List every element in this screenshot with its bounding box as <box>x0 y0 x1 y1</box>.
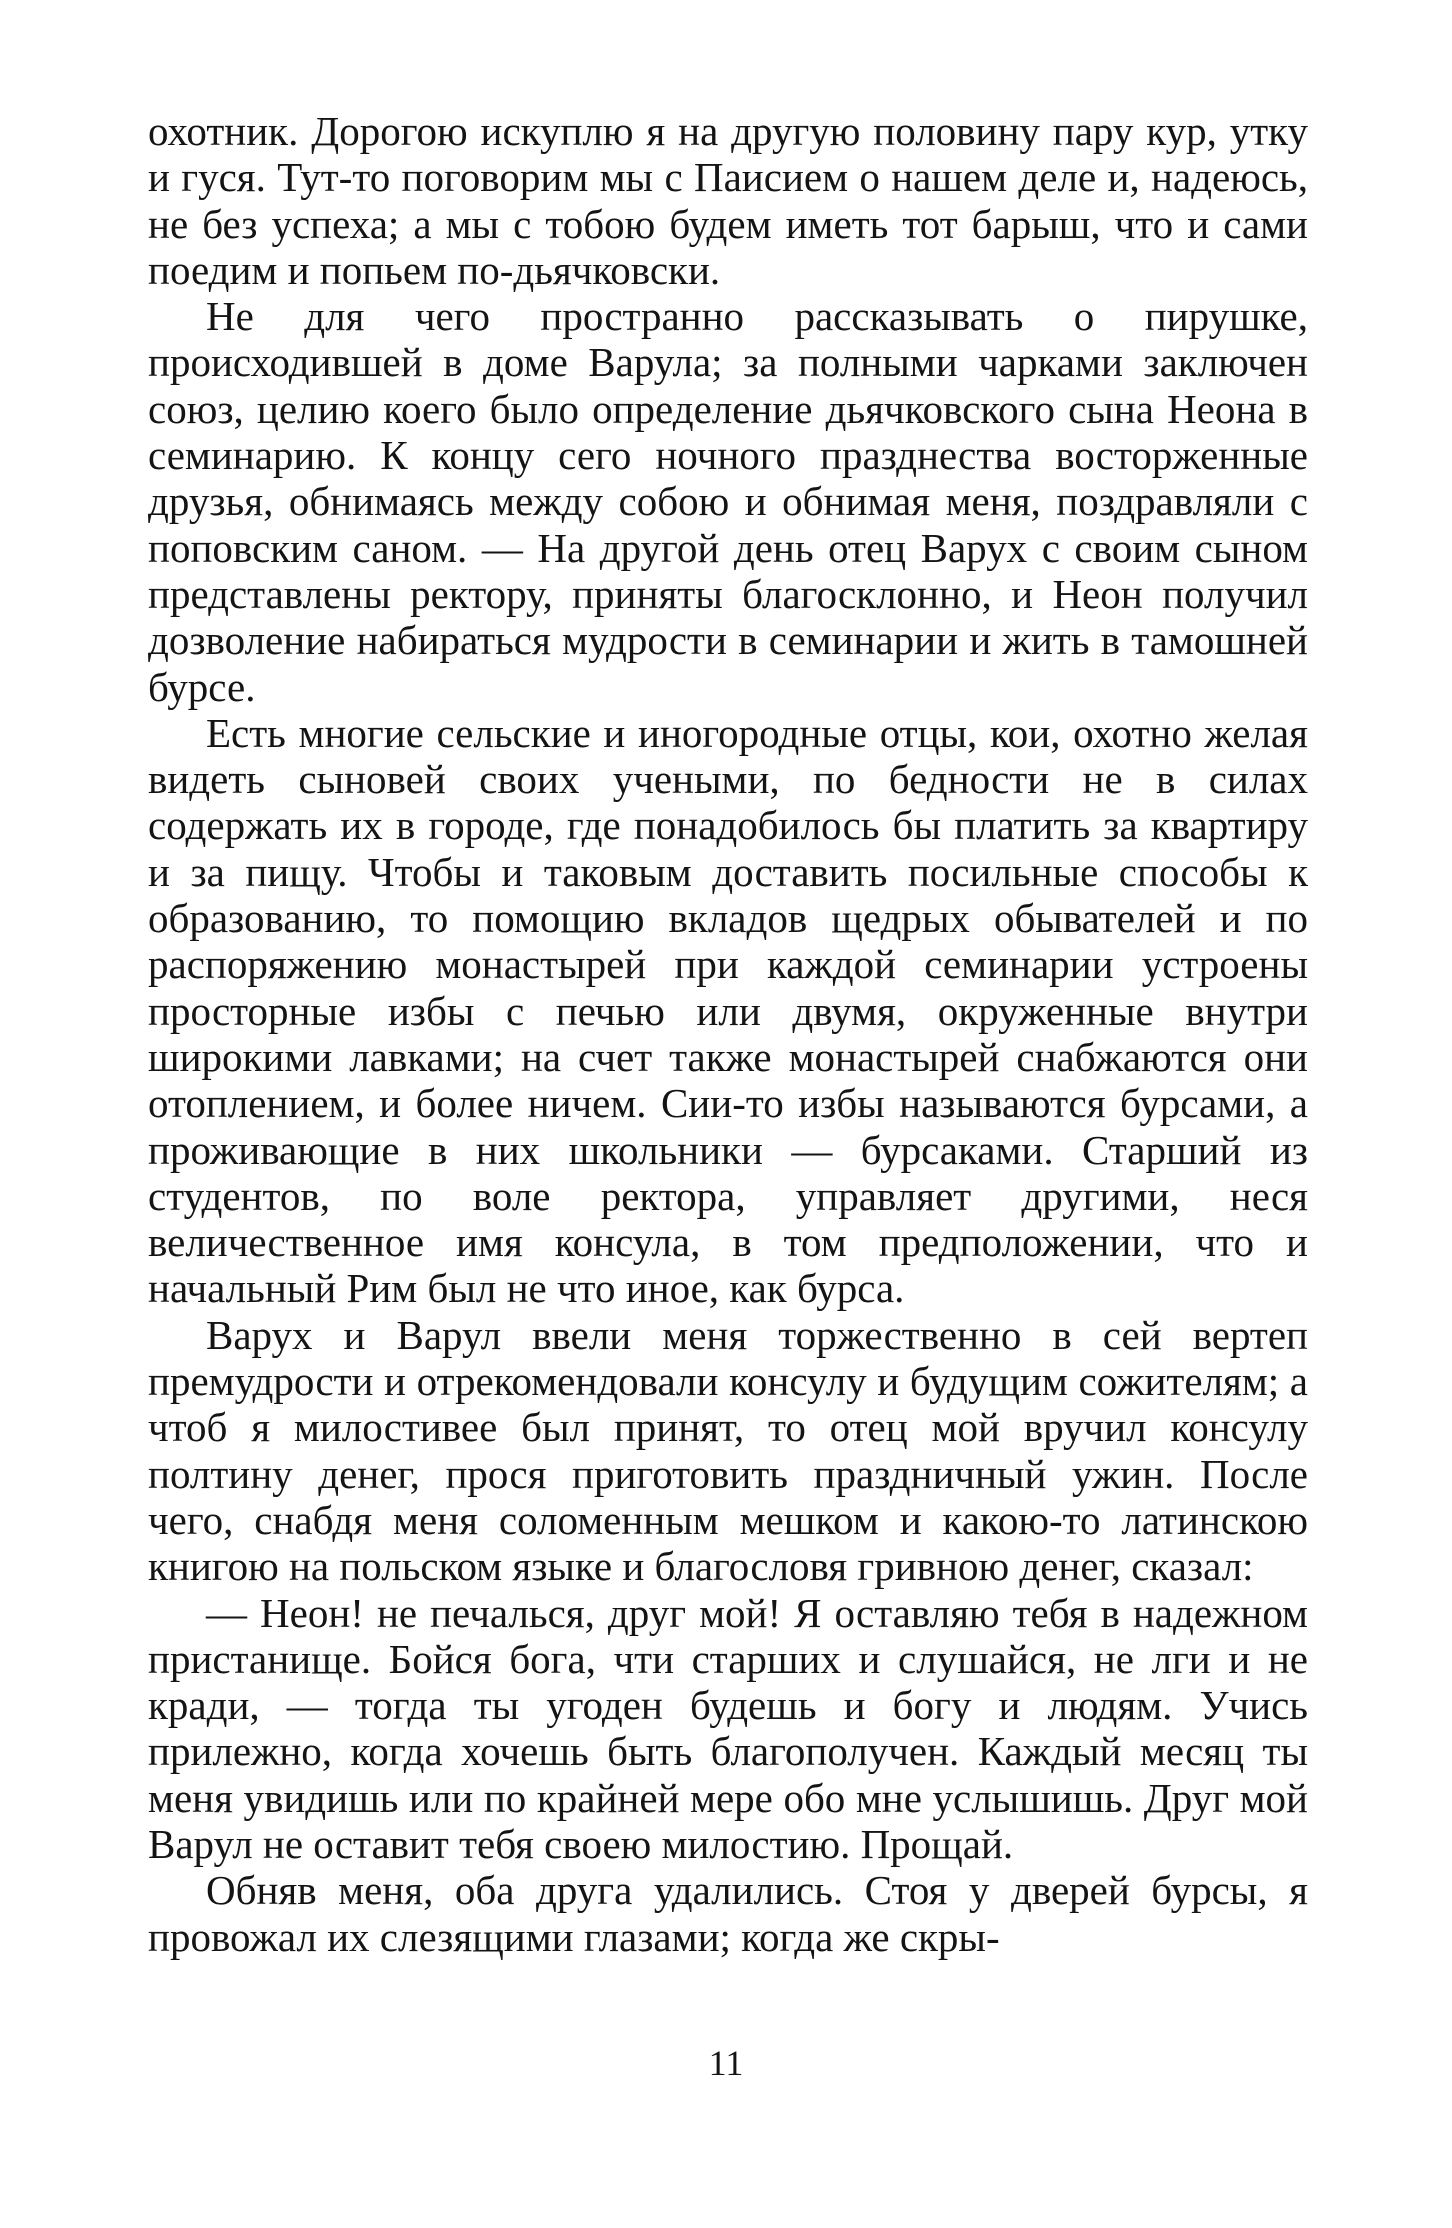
page-text <box>148 108 1308 1960</box>
paragraph-1: охотник. Дорогою искуплю я на другую половину пару кур, утку и гуся. Тут-то поговорим мы с Паисием о нашем деле и, надеюсь, не без успеха; а мы с тобою будем иметь тот барыш, что и сами поедим и попьем по-дьячковски. <box>148 108 1308 293</box>
paragraph-3: Есть многие сельские и иногородные отцы, кои, охотно желая видеть сыновей своих учеными, по бедности не в силах содержать их в городе, где понадобилось бы платить за квартиру и за пищу. Чтобы и таковым доставить посильные способы к образованию, то помощию вкладов щедрых обывателей и по распоряжению монастырей при каждой семинарии устроены просторные избы с печью или двумя, окруженные внутри широкими лавками; на счет также монастырей снабжаются они отоплением, и более ничем. Сии-то избы называются бурсами, а проживающие в них школьники — бурсаками. Старший из студентов, по воле ректора, управляет другими, неся величественное имя консула, в том предположении, что и начальный Рим был не что иное, как бурса. <box>148 709 1308 1312</box>
paragraph-4: Варух и Варул ввели меня торжественно в сей вертеп премудрости и отрекомендовали консулу и будущим сожителям; а чтоб я милостивее был принят, то отец мой вручил консулу полтину денег, прося приготовить праздничный ужин. После чего, снабдя меня соломенным мешком и какою-то латинскою книгою на польском языке и благословя гривною денег, сказал: <box>148 1311 1308 1590</box>
paragraph-2: Не для чего пространно рассказывать о пирушке, происходившей в доме Варула; за полными чарками заключен союз, целию коего было определение дьячковского сына Неона в семинарию. К концу сего ночного празднества восторженные друзья, обнимаясь между собою и обнимая меня, поздравляли с поповским саном. — На другой день отец Варух с своим сыном представлены ректору, приняты благосклонно, и Неон получил дозволение набираться мудрости в семинарии и жить в тамошней бурсе. <box>148 293 1308 710</box>
paragraph-6: Обняв меня, оба друга удалились. Стоя у дверей бурсы, я провожал их слезящими глазами; когда же скры- <box>148 1867 1308 1960</box>
paragraph-5: — Неон! не печалься, друг мой! Я оставляю тебя в надежном пристанище. Бойся бога, чти старших и слушайся, не лги и не кради, — тогда ты угоден будешь и богу и людям. Учись прилежно, когда хочешь быть благополучен. Каждый месяц ты меня увидишь или по крайней мере обо мне услышишь. Друг мой Варул не оставит тебя своею милостию. Прощай. <box>148 1589 1308 1867</box>
page-number: 11 <box>708 2043 744 2083</box>
